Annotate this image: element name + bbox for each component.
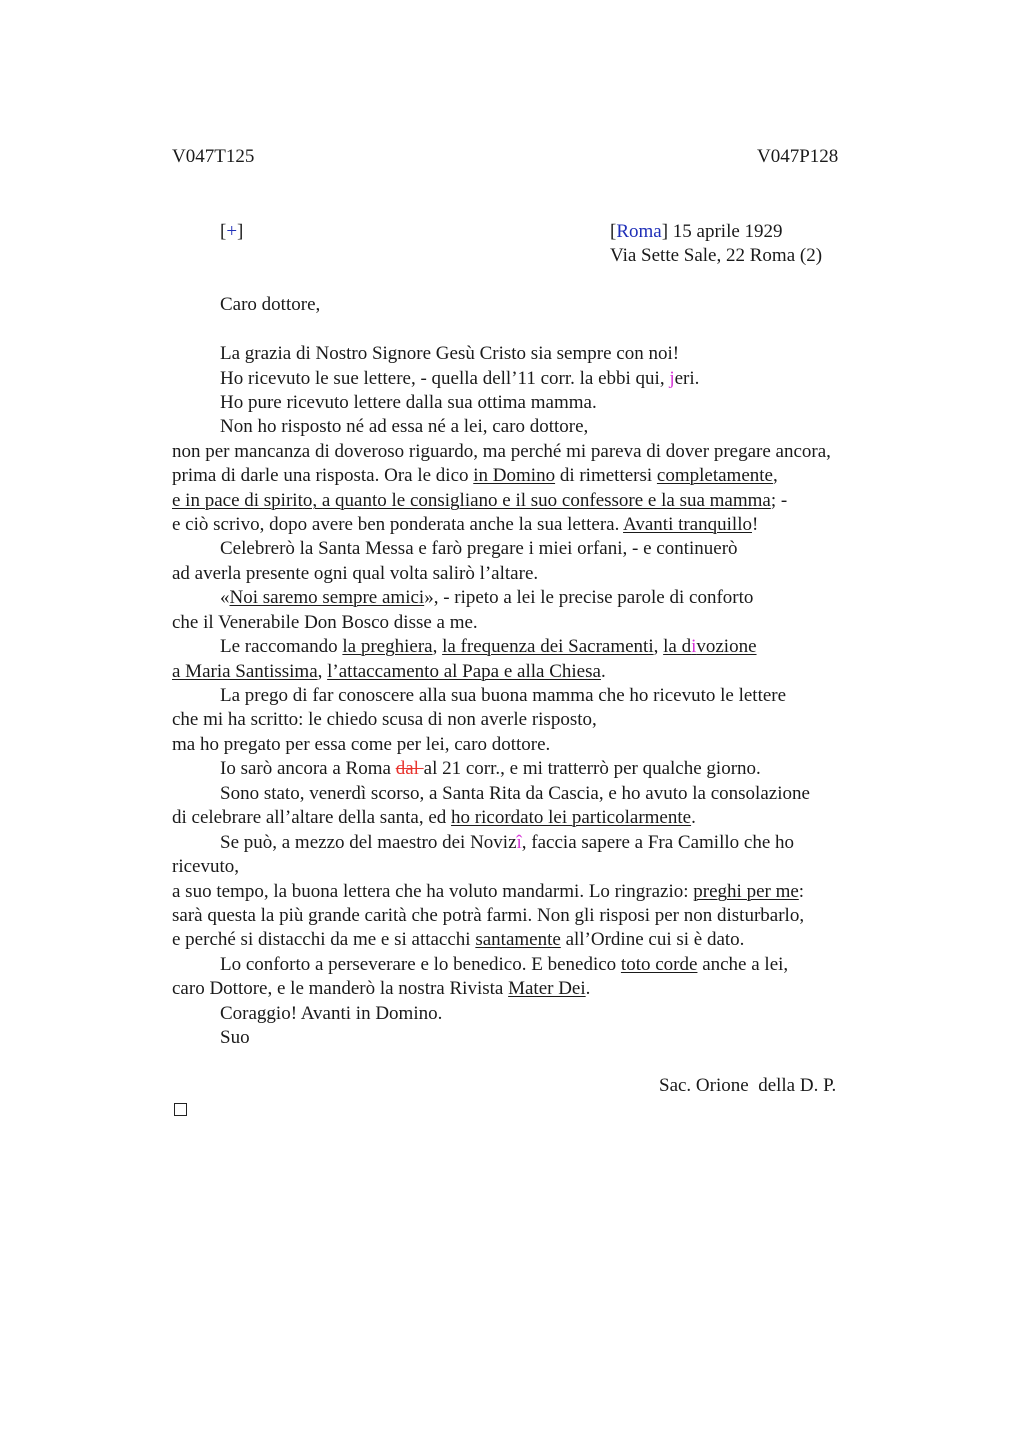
underlined-text: l’attaccamento al Papa e alla Chiesa bbox=[327, 661, 601, 682]
underlined-text: in Domino bbox=[473, 465, 556, 486]
body-line: Sono stato, venerdì scorso, a Santa Rita da Cascia, e ho avuto la consolazione bbox=[220, 783, 810, 804]
editor-correction: j bbox=[669, 368, 675, 389]
bracket-close: ] bbox=[661, 221, 669, 242]
body-line: e in pace di spirito, a quanto le consigliano e il suo confessore e la sua mamma; - bbox=[172, 490, 788, 511]
body-line: Se può, a mezzo del maestro dei Novizî, faccia sapere a Fra Camillo che ho bbox=[220, 832, 795, 853]
underlined-text: preghi per me bbox=[693, 881, 799, 902]
body-line: ricevuto, bbox=[172, 856, 240, 877]
body-line: caro Dottore, e le manderò la nostra Rivista Mater Dei. bbox=[172, 978, 591, 999]
underlined-text: Mater Dei bbox=[508, 978, 586, 999]
body-line: di celebrare all’altare della santa, ed ho ricordato lei particolarmente. bbox=[172, 807, 696, 828]
underlined-text: la preghiera bbox=[342, 636, 433, 657]
body-line: prima di darle una risposta. Ora le dico in Domino di rimettersi completamente, bbox=[172, 465, 778, 486]
body-line: Ho ricevuto le sue lettere, - quella dell’11 corr. la ebbi qui, jeri. bbox=[220, 368, 700, 389]
editorial-marker bbox=[220, 221, 243, 243]
body-line: Le raccomando la preghiera, la frequenza dei Sacramenti, la divozione bbox=[220, 636, 757, 657]
body-line: e ciò scrivo, dopo avere ben ponderata anche la sua lettera. Avanti tranquillo! bbox=[172, 514, 759, 535]
underlined-text: la divozione bbox=[663, 636, 757, 657]
body-line: Ho pure ricevuto lettere dalla sua ottima mamma. bbox=[220, 392, 597, 413]
closing-word: Suo bbox=[220, 1027, 250, 1048]
bracket-open: [ bbox=[220, 221, 227, 242]
body-line: Lo conforto a perseverare e lo benedico. E benedico toto corde anche a lei, bbox=[220, 954, 789, 975]
left-document-code: V047T125 bbox=[172, 146, 255, 167]
body-line: non per mancanza di doveroso riguardo, ma perché mi pareva di dover pregare ancora, bbox=[172, 441, 831, 462]
underlined-text: santamente bbox=[475, 929, 561, 950]
place-name: Roma bbox=[616, 221, 662, 242]
underlined-text: la frequenza dei Sacramenti bbox=[442, 636, 654, 657]
body-line: a Maria Santissima, l’attaccamento al Papa e alla Chiesa. bbox=[172, 661, 606, 682]
editor-correction: î bbox=[516, 832, 522, 853]
body-line: che mi ha scritto: le chiedo scusa di non averle risposto, bbox=[172, 709, 597, 730]
body-line: La grazia di Nostro Signore Gesù Cristo sia sempre con noi! bbox=[220, 343, 680, 364]
underlined-text: toto corde bbox=[620, 954, 698, 975]
editor-correction: i bbox=[691, 636, 697, 657]
body-line: che il Venerabile Don Bosco disse a me. bbox=[172, 612, 478, 633]
body-line: e perché si distacchi da me e si attacchi santamente all’Ordine cui si è dato. bbox=[172, 929, 745, 950]
underlined-text: completamente bbox=[656, 465, 773, 486]
body-line: sarà questa la più grande carità che potrà farmi. Non gli risposi per non disturbarlo, bbox=[172, 905, 805, 926]
bracket-close: ] bbox=[237, 221, 244, 242]
body-line: Non ho risposto né ad essa né a lei, caro dottore, bbox=[220, 416, 589, 437]
body-line: a suo tempo, la buona lettera che ha voluto mandarmi. Lo ringrazio: preghi per me: bbox=[172, 881, 805, 902]
body-line: Celebrerò la Santa Messa e farò pregare i miei orfani, - e continuerò bbox=[220, 538, 738, 559]
underlined-text: Avanti tranquillo bbox=[623, 514, 752, 535]
place-date bbox=[610, 221, 783, 243]
body-line: ad averla presente ogni qual volta salirò l’altare. bbox=[172, 563, 539, 584]
body-line: La prego di far conoscere alla sua buona mamma che ho ricevuto le lettere bbox=[220, 685, 787, 706]
signature: Sac. Orione della D. P. bbox=[659, 1075, 837, 1096]
letter-date: 15 aprile 1929 bbox=[668, 221, 783, 242]
body-line: Coraggio! Avanti in Domino. bbox=[220, 1003, 443, 1024]
body-line: Io sarò ancora a Roma dal al 21 corr., e mi tratterrò per qualche giorno. bbox=[220, 758, 761, 779]
sender-address: Via Sette Sale, 22 Roma (2) bbox=[610, 245, 823, 266]
underlined-text: a Maria Santissima bbox=[172, 661, 318, 682]
underlined-text: e in pace di spirito, a quanto le consigliano e il suo confessore e la sua mamma bbox=[172, 490, 771, 511]
plus-marker: + bbox=[226, 221, 238, 242]
body-line: «Noi saremo sempre amici», - ripeto a lei le precise parole di conforto bbox=[220, 587, 754, 608]
bracket-open: [ bbox=[610, 221, 617, 242]
underlined-text: Noi saremo sempre amici bbox=[229, 587, 425, 608]
salutation: Caro dottore, bbox=[220, 294, 321, 315]
body-line: ma ho pregato per essa come per lei, caro dottore. bbox=[172, 734, 551, 755]
right-document-code: V047P128 bbox=[757, 146, 839, 167]
end-marker-square-icon bbox=[174, 1103, 187, 1116]
underlined-text: ho ricordato lei particolarmente bbox=[451, 807, 692, 828]
deleted-text: dal bbox=[395, 758, 424, 779]
